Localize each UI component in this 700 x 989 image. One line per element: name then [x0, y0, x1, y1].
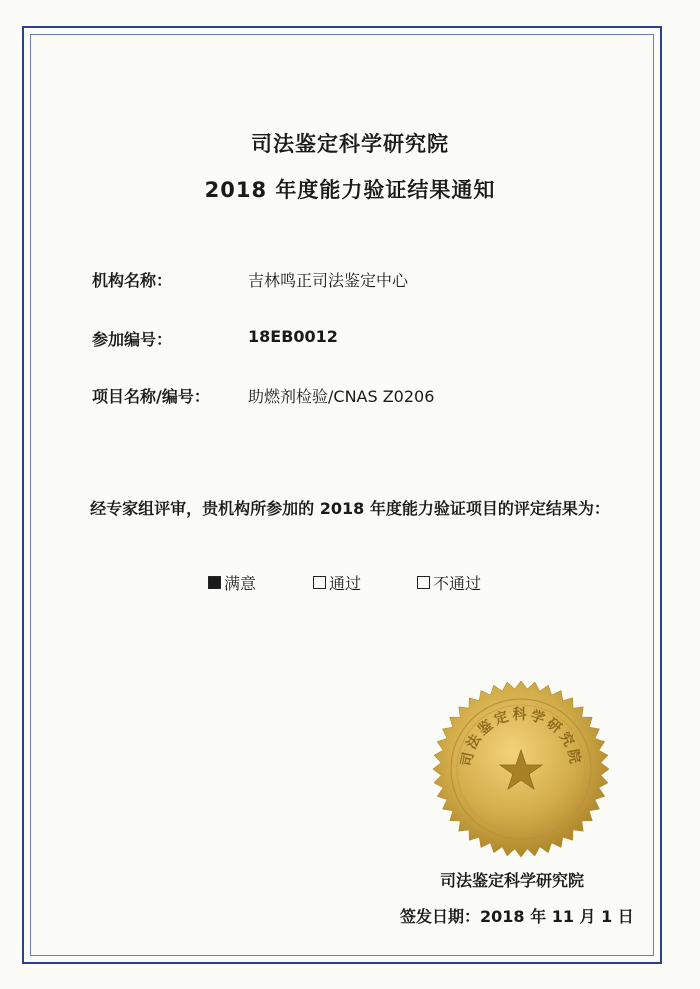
project-name-value: 助燃剂检验/CNAS Z0206: [248, 387, 435, 406]
participant-id-label: 参加编号：: [92, 330, 173, 349]
institute-title: 司法鉴定科学研究院: [251, 132, 449, 156]
gold-seal: [432, 680, 610, 858]
unchecked-box-icon: [313, 576, 326, 589]
result-option-pass: [313, 571, 361, 594]
result-option-label: 不通过: [433, 574, 482, 593]
seal-text: 司法鉴定科学研究院: [458, 707, 584, 768]
participant-id-value: 18EB0012: [248, 327, 338, 346]
result-option-label: 满意: [224, 574, 257, 593]
unchecked-box-icon: [417, 576, 430, 589]
result-option-fail: [417, 571, 481, 594]
issue-date-value: 2018 年 11 月 1 日: [480, 907, 634, 926]
result-option-satisfactory: [208, 571, 256, 594]
issue-date: [400, 904, 634, 927]
org-name-label: 机构名称：: [92, 271, 173, 290]
issue-date-label: 签发日期：: [400, 907, 481, 926]
checked-box-icon: [208, 576, 221, 589]
project-name-label: 项目名称/编号：: [92, 387, 210, 406]
notice-title: 2018 年度能力验证结果通知: [204, 178, 496, 202]
result-options: [0, 571, 700, 595]
evaluation-statement: 经专家组评审，贵机构所参加的 2018 年度能力验证项目的评定结果为：: [90, 499, 610, 518]
issuer-name: 司法鉴定科学研究院: [440, 871, 585, 890]
result-option-label: 通过: [329, 574, 362, 593]
org-name-value: 吉林鸣正司法鉴定中心: [248, 271, 409, 290]
